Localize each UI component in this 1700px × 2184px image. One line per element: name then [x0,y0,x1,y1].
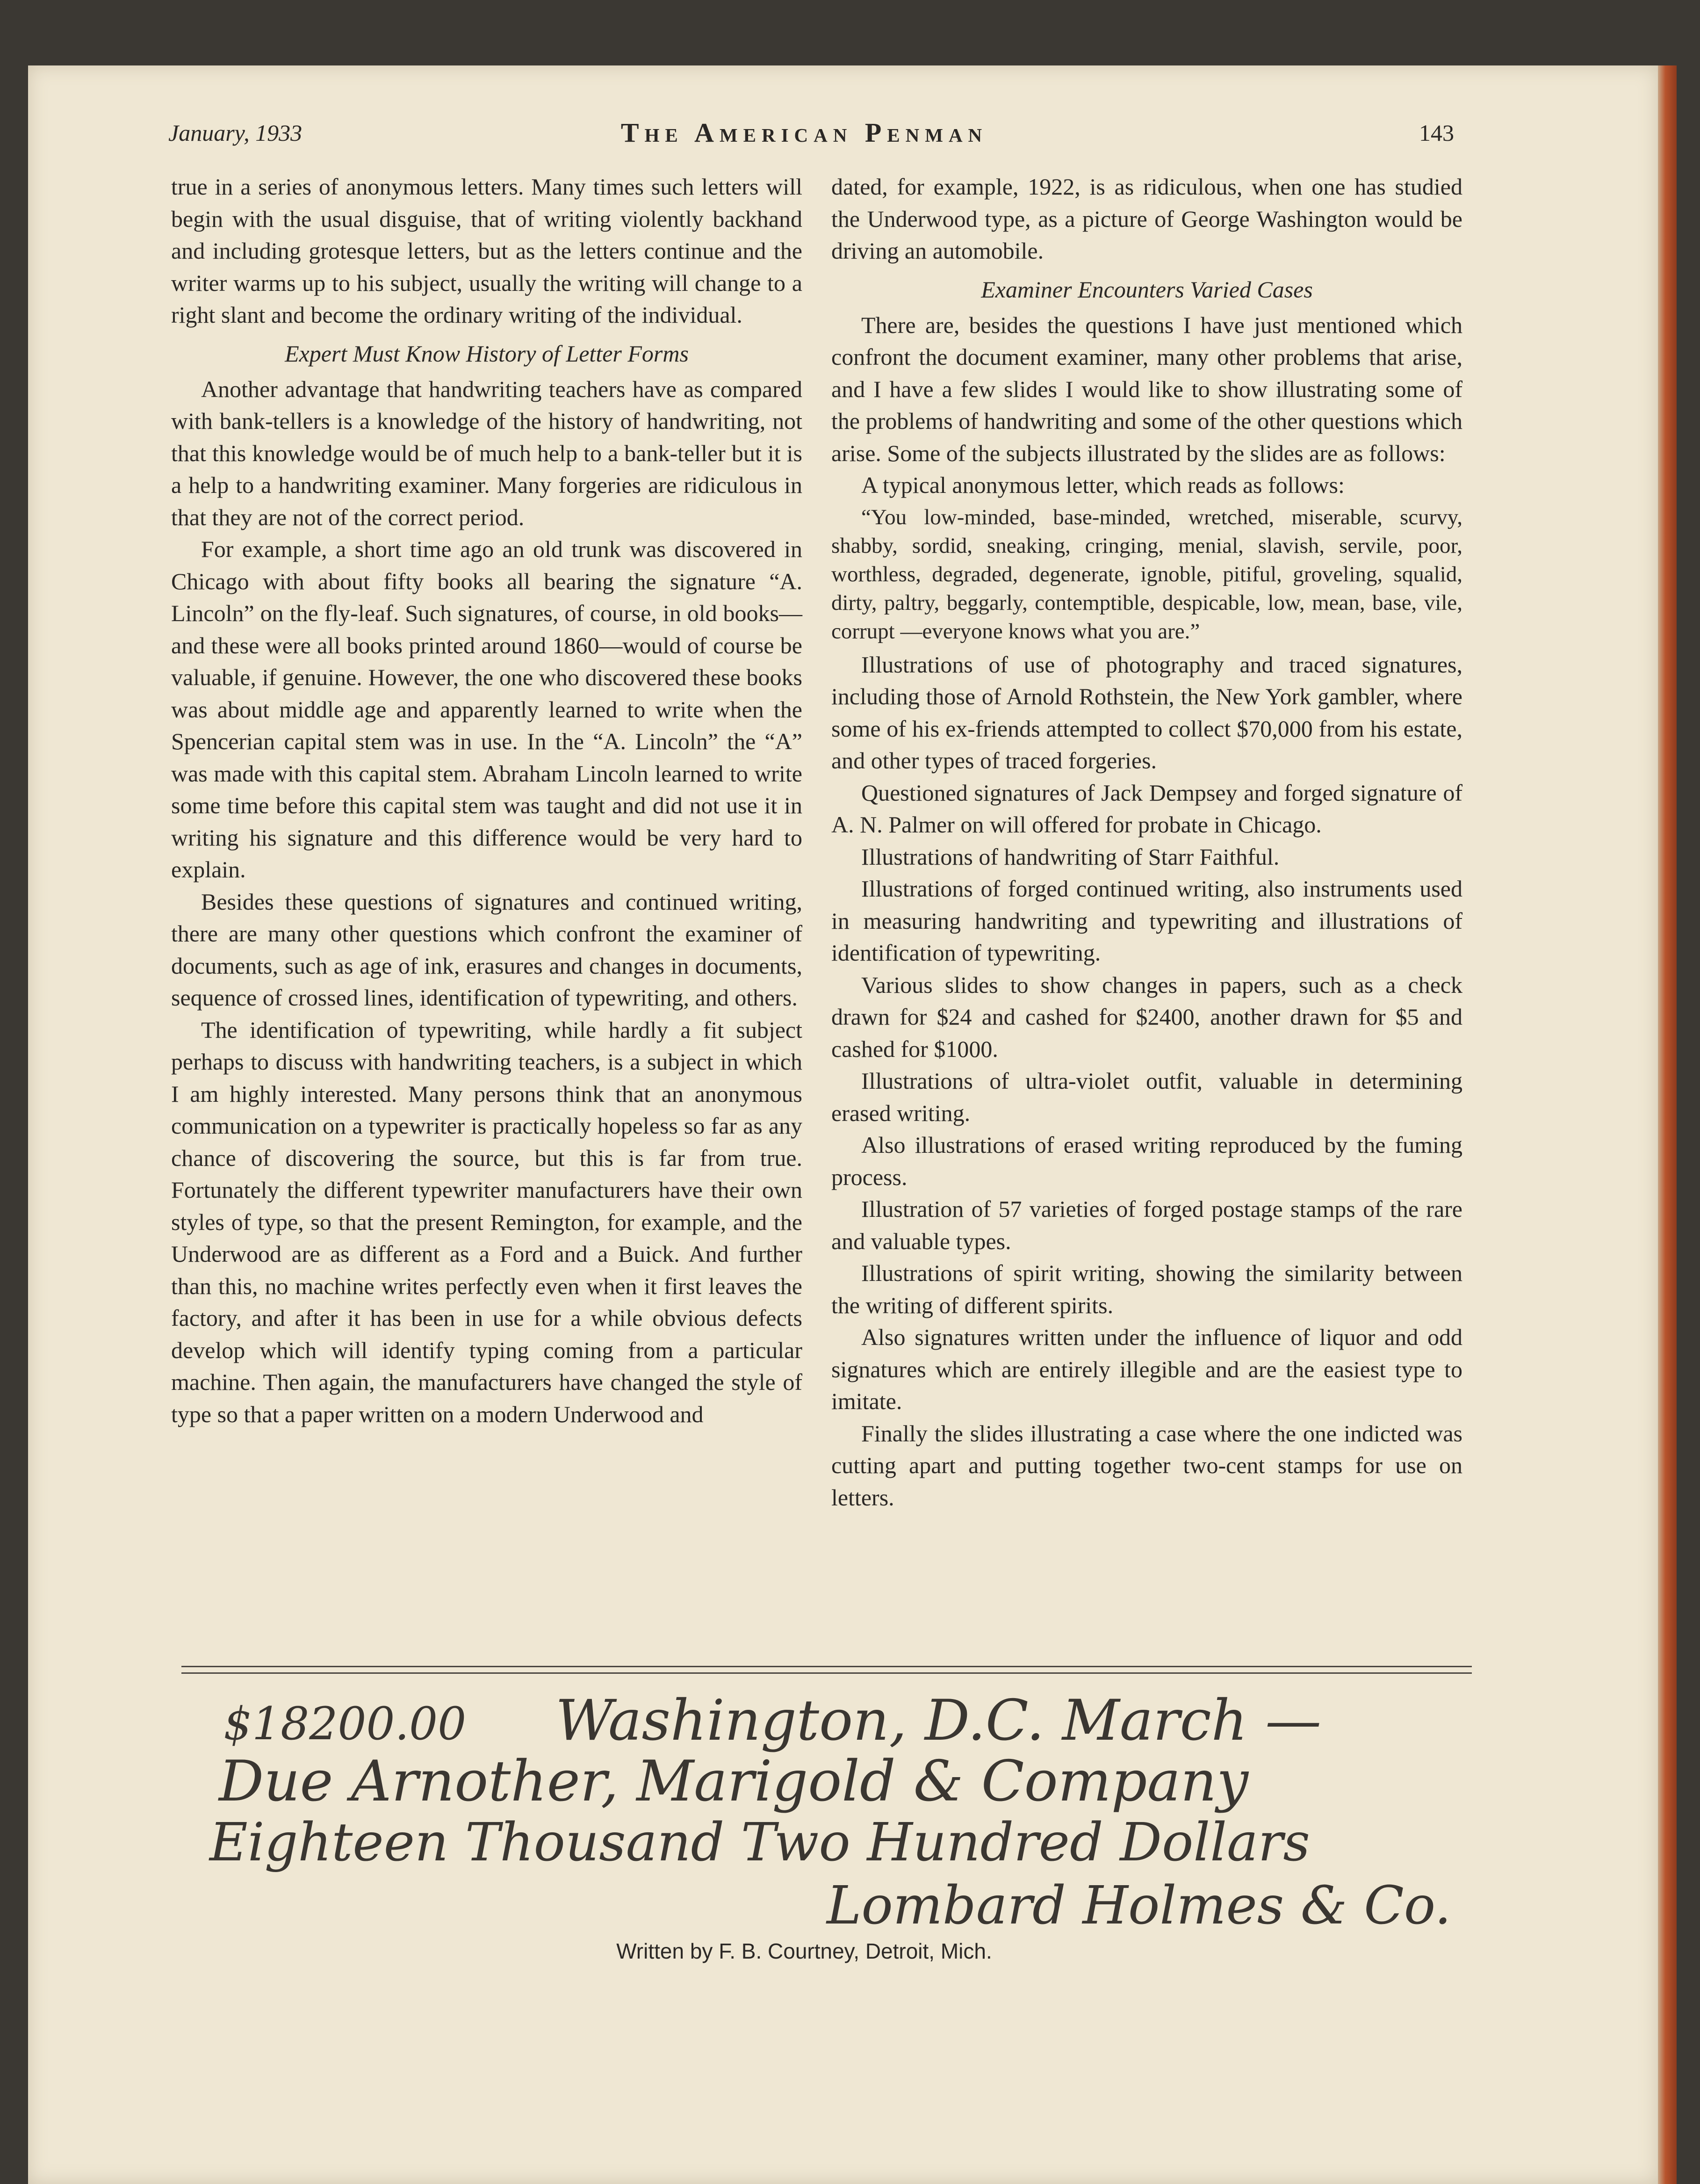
paragraph: Questioned signatures of Jack Dempsey and forged signature of A. N. Palmer on will offered for probate in Chicago. [831,779,1462,838]
paragraph: Illustrations of handwriting of Starr Faithful. [861,843,1280,870]
script-line: Eighteen Thousand Two Hundred Dollars [209,1812,1310,1873]
paragraph: Also signatures written under the influence of liquor and odd signatures which are entirely illegible and are the easiest type to imitate. [831,1324,1462,1414]
paragraph: Illustrations of use of photography and traced signatures, including those of Arnold Rothstein, the New York gambler, where some of his ex-friends attempted to collect $70,000 from his estate, and other types of traced forgeries. [831,651,1462,774]
paragraph: Illustrations of ultra-violet outfit, valuable in determining erased writing. [831,1068,1462,1126]
paragraph: Finally the slides illustrating a case where the one indicted was cutting apart and putting together two-cent stamps for use on letters. [831,1420,1462,1511]
paragraph: Various slides to show changes in papers, such as a check drawn for $24 and cashed for $2400, another drawn for $5 and cashed for $1000. [831,971,1462,1062]
section-heading: Expert Must Know History of Letter Forms [285,340,689,367]
page-number: 143 [1419,120,1454,146]
divider-rule [181,1666,1472,1667]
divider-rule [181,1672,1472,1674]
penmanship-specimen [181,1679,1472,1941]
script-amount: $18200.00 [223,1698,467,1750]
paragraph: There are, besides the questions I have just mentioned which confront the document examiner, many other problems that arise, and I have a few slides I would like to show illustrating some of the problems of handwriting and some of the other questions which arise. Some of the subjects illustrated by the slides are as follows: [831,311,1462,466]
paragraph: For example, a short time ago an old trunk was discovered in Chicago with about fifty books all bearing the signature “A. Lincoln” on the fly-leaf. Such signatures, of course, in old books—and these were all books printed around 1860—would of course be valuable, if genuine. However, the one who discovered these books was about middle age and apparently learned to write when the Spencerian capital stem was in use. In the “A. Lincoln” the “A” was made with this capital stem. Abraham Lincoln learned to write some time before this capital stem was taught and did not use it in writing his signature and this difference would be very hard to explain. [171,536,802,882]
paragraph: Illustration of 57 varieties of forged postage stamps of the rare and valuable types. [831,1196,1462,1254]
paragraph: Illustrations of forged continued writing, also instruments used in measuring handwriting and typewriting and illustrations of identification of typewriting. [831,875,1462,966]
specimen-caption: Written by F. B. Courtney, Detroit, Mich. [616,1939,992,1963]
issue-date: January, 1933 [168,120,303,146]
section-heading: Examiner Encounters Varied Cases [981,276,1313,303]
paragraph: dated, for example, 1922, is as ridiculous, when one has studied the Underwood type, as a picture of George Washington would be driving an automobile. [831,174,1462,264]
script-line: Washington, D.C. March — [555,1688,1322,1753]
quoted-letter: “You low-minded, base-minded, wretched, miserable, scurvy, shabby, sordid, sneaking, cringing, menial, slavish, servile, poor, worthless, degraded, degenerate, ignoble, pitiful, groveling, squalid, dirty, paltry, beggarly, contemptible, despicable, low, mean, base, vile, corrupt —everyone knows what you are.” [831,505,1462,644]
left-column [171,171,802,1430]
script-line: Due Arnother, Marigold & Company [219,1749,1249,1814]
paragraph: Illustrations of spirit writing, showing the similarity between the writing of different spirits. [831,1260,1462,1318]
paragraph: Another advantage that handwriting teachers have as compared with bank-tellers is a knowledge of the history of handwriting, not that this knowledge would be of much help to a bank-teller but it is a help to a handwriting examiner. Many forgeries are ridiculous in that they are not of the correct period. [171,376,802,530]
paragraph: Also illustrations of erased writing reproduced by the fuming process. [831,1132,1462,1190]
paragraph: A typical anonymous letter, which reads as follows: [861,472,1345,498]
page-edge [1658,65,1677,2184]
page-header [140,115,1468,157]
script-signature: Lombard Holmes & Co. [827,1875,1451,1936]
paragraph: Besides these questions of signatures and continued writing, there are many other questions which confront the examiner of documents, such as age of ink, erasures and changes in documents, sequence of crossed lines, identification of typewriting, and others. [171,888,802,1011]
journal-title: The American Penman [620,117,988,148]
right-column [831,171,1462,1513]
paragraph: The identification of typewriting, while hardly a fit subject perhaps to discuss with handwriting teachers, is a subject in which I am highly interested. Many persons think that an anonymous communication on a typewriter is practically hopeless so far as any chance of discovering the source, but this is far from true. Fortunately the different typewriter manufacturers have their own styles of type, so that the present Remington, for example, and the Underwood are as different as a Ford and a Buick. And further than this, no machine writes perfectly even when it first leaves the factory, and after it has been in use for a while obvious defects develop which will identify typing coming from a particular machine. Then again, the manufacturers have changed the style of type so that a paper written on a modern Underwood and [171,1016,802,1427]
paragraph: true in a series of anonymous letters. Many times such letters will begin with the usual disguise, that of writing violently backhand and including grotesque letters, but as the letters continue and the writer warms up to his subject, usually the writing will change to a right slant and become the ordinary writing of the individual. [171,174,802,328]
